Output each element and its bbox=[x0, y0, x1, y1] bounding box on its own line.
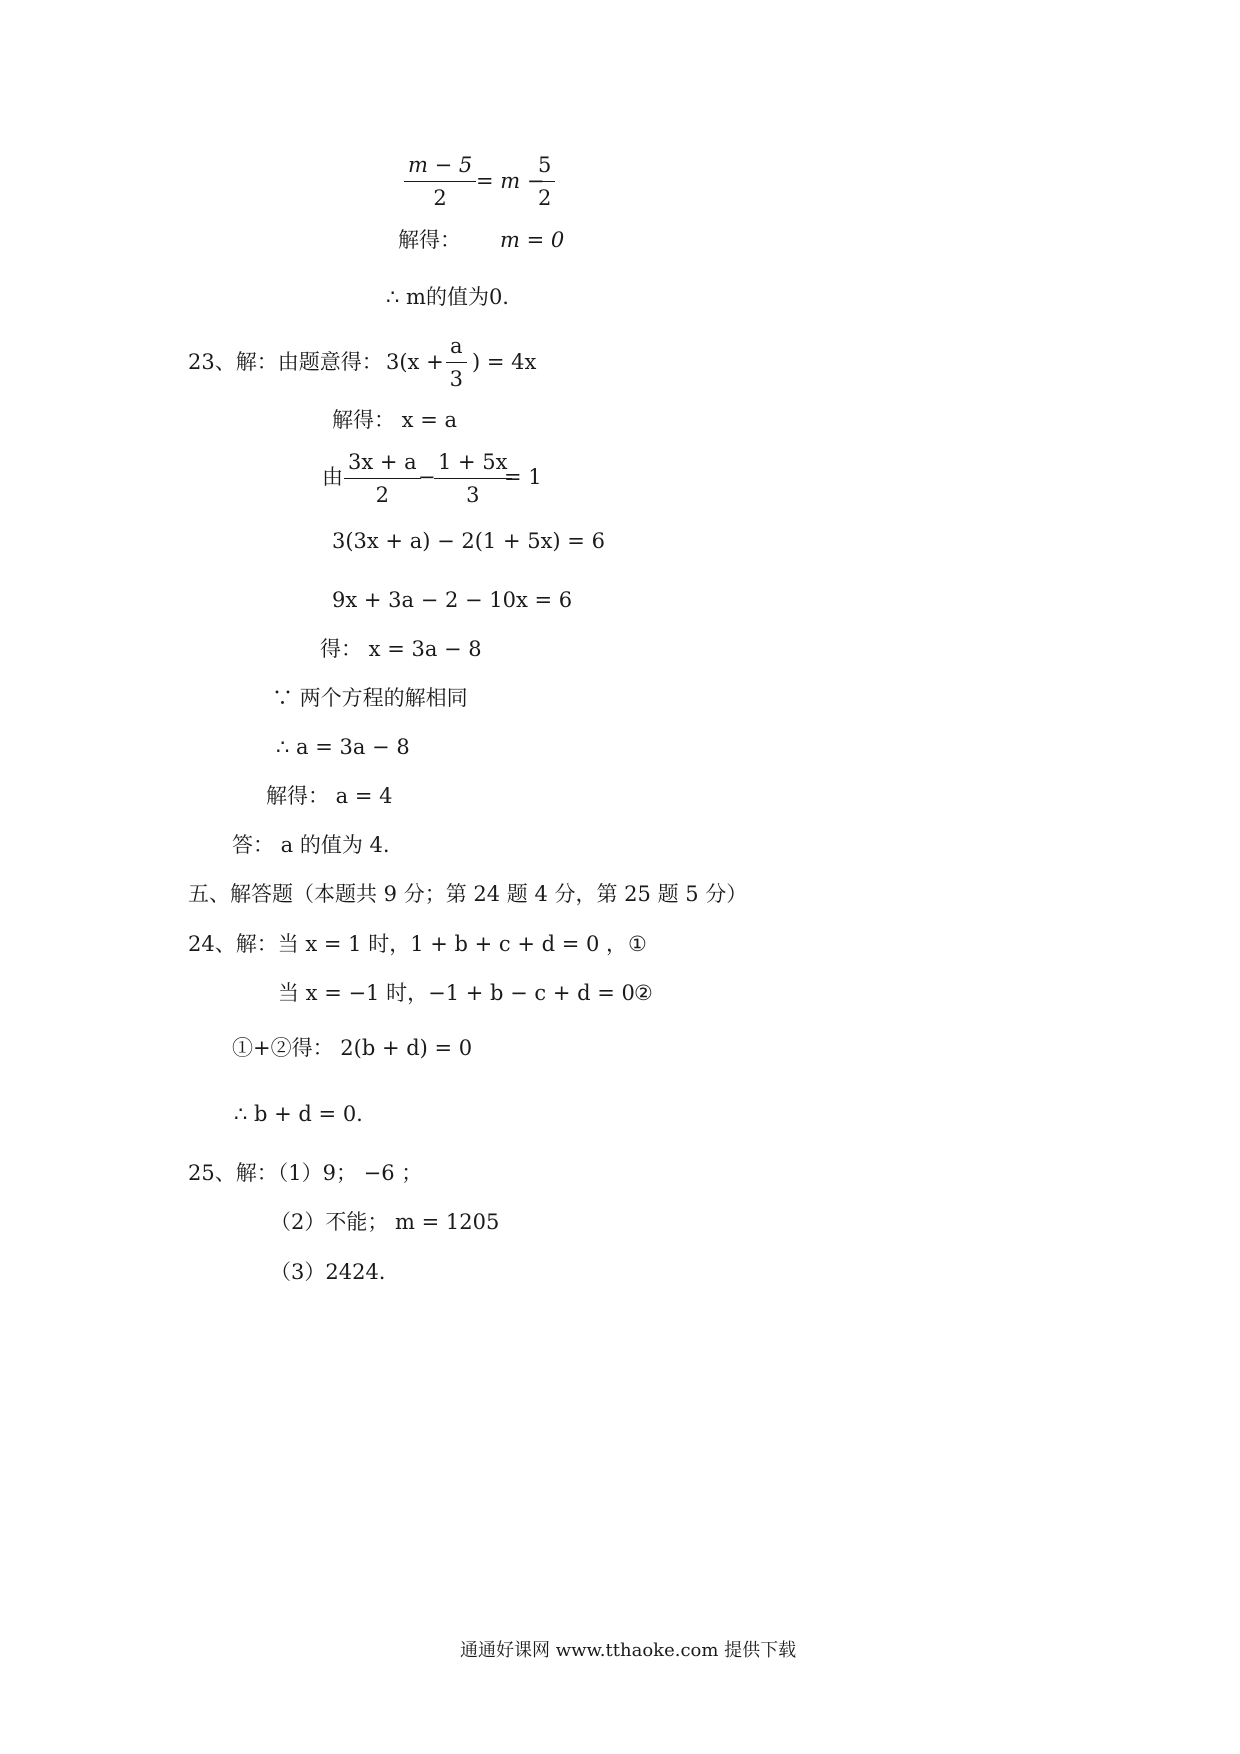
denominator: 3 bbox=[449, 367, 463, 391]
fraction-lhs bbox=[404, 155, 476, 209]
denominator: 2 bbox=[433, 186, 447, 210]
problem-23-label: 23、解：由题意得： bbox=[188, 350, 383, 374]
footer-text: 通通好课网 www.tthaoke.com 提供下载 bbox=[460, 1640, 797, 1661]
solve-value: m = 0 bbox=[500, 228, 565, 252]
circled-two-mark: ② bbox=[634, 981, 653, 1005]
fraction-rhs bbox=[534, 155, 555, 209]
problem-24-line: 当 x = −1 时，−1 + b − c + d = 0 bbox=[278, 981, 635, 1005]
problem-25-line: （2）不能； m = 1205 bbox=[270, 1210, 500, 1234]
numerator: 5 bbox=[538, 153, 552, 177]
conclusion-line: ∴ m的值为0. bbox=[386, 285, 509, 309]
fraction bbox=[344, 452, 421, 506]
numerator: m − 5 bbox=[408, 153, 473, 177]
fraction bbox=[446, 336, 467, 390]
therefore-line: ∴ a = 3a − 8 bbox=[276, 735, 410, 759]
equation-part: 3(x + bbox=[386, 350, 444, 374]
from-label: 由 bbox=[322, 465, 343, 489]
fraction bbox=[434, 452, 512, 506]
solve-line: 解得： x = a bbox=[332, 408, 457, 432]
problem-24-line: 24、解：当 x = 1 时，1 + b + c + d = 0 ， bbox=[188, 932, 628, 956]
problem-25-line: （3）2424. bbox=[270, 1260, 386, 1284]
answer-line: 答： a 的值为 4. bbox=[232, 833, 390, 857]
denominator: 2 bbox=[375, 483, 390, 507]
minus-sign: − bbox=[418, 465, 436, 489]
equation-part: = 1 bbox=[504, 465, 542, 489]
numerator: a bbox=[450, 334, 463, 358]
numerator: 1 + 5x bbox=[438, 450, 508, 474]
equation-middle: = m − bbox=[476, 169, 545, 193]
numerator: 3x + a bbox=[348, 450, 417, 474]
step-line: 9x + 3a − 2 − 10x = 6 bbox=[332, 588, 573, 612]
section-heading: 五、解答题（本题共 9 分；第 24 题 4 分，第 25 题 5 分） bbox=[188, 882, 748, 906]
problem-24-line: ①+②得： 2(b + d) = 0 bbox=[232, 1036, 473, 1060]
denominator: 2 bbox=[538, 186, 552, 210]
step-line: 得： x = 3a − 8 bbox=[320, 637, 482, 661]
solve-line: 解得： a = 4 bbox=[266, 784, 393, 808]
circled-one-mark: ① bbox=[628, 932, 647, 956]
step-line: 3(3x + a) − 2(1 + 5x) = 6 bbox=[332, 529, 605, 553]
solve-label: 解得： bbox=[398, 228, 461, 252]
problem-24-line: ∴ b + d = 0. bbox=[234, 1102, 363, 1126]
denominator: 3 bbox=[466, 483, 480, 507]
equation-part: ) = 4x bbox=[472, 350, 537, 374]
because-line: ∵ 两个方程的解相同 bbox=[272, 686, 468, 710]
problem-25-line: 25、解：（1）9； −6 ； bbox=[188, 1161, 423, 1185]
